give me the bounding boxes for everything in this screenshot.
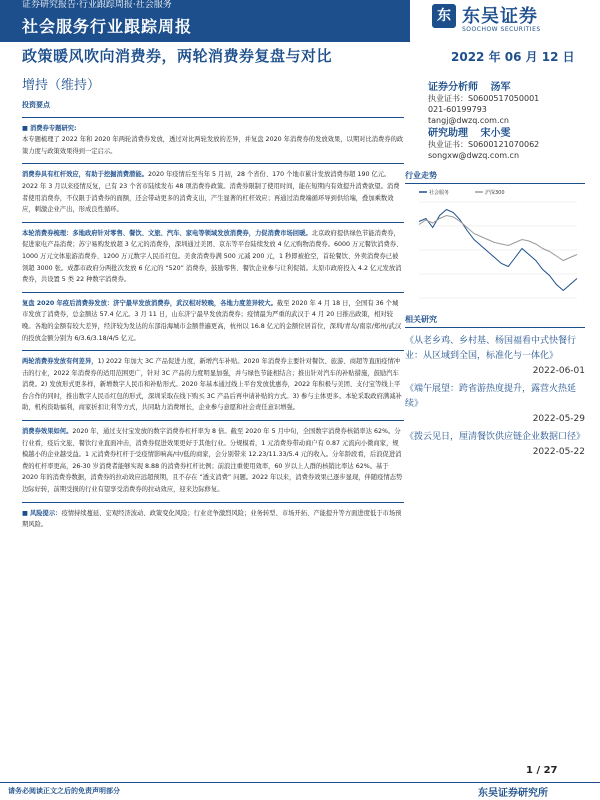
- analyst-role: 证券分析师: [428, 82, 478, 93]
- related-date: 2022-05-22: [532, 447, 585, 457]
- header-bar: [0, 0, 600, 42]
- section-7: [22, 508, 404, 531]
- analyst-phone: 021-60199793: [428, 105, 487, 114]
- trend-chart: [405, 186, 585, 306]
- section-body: 截至 2020 年 4 月 18 日，全国有 36 个城市发放了消费券，总金额达 57.4 亿元。3 月 11 日，山东济宁最早发放消费券；疫情最为严重的武汉于 4 月 20 日推出政策，相对较晚。各地的金额有较大差异，经济较为发达的东部沿海城市金额普遍更高，杭州以 16.8 亿元的金额位居首位，深圳/青岛/南京/郑州/武汉的投放金额分别为 6/3.6/3.18/4/5 亿元。: [22, 299, 402, 342]
- assistant-email[interactable]: songxw@dwzq.com.cn: [428, 151, 520, 160]
- divider: [22, 163, 404, 164]
- related-item[interactable]: [405, 430, 585, 457]
- page-number: 1 / 27: [526, 765, 558, 776]
- section-body: 北京政府提供绿色节能消费券，促进家电产品消费；苏宁易购发放超 3 亿元的消费券，深圳通过美团、京东等平台陆续发放 4 亿元购物消费券。6000 万元餐饮消费券、1000 万元文体旅游消费券、1200 万元数字人民币红包。美食消费券满 500 元减 200 元，1 秒即被抢空，首轮餐饮、外卖消费券已被领超 3000 张。成都市政府分两批次发放 6 亿元的 “520” 消费券，鼓励零售、餐饮企业参与让利促销。太原市政府投入 4.2 亿元发放消费券，共设置 5 类 22 种数字消费券。: [22, 229, 403, 284]
- section-5: [22, 356, 404, 414]
- divider: [22, 350, 404, 351]
- divider: [22, 502, 404, 503]
- related-title[interactable]: 《拨云见日，厘清餐饮供应链企业数据口径》: [405, 432, 586, 442]
- related-date: 2022-05-29: [532, 414, 585, 424]
- section-6: [22, 426, 404, 496]
- series-title: 社会服务行业跟踪周报: [0, 11, 410, 42]
- divider: [22, 117, 404, 118]
- section-4: [22, 298, 404, 344]
- brand-logo: [432, 2, 592, 38]
- disclaimer: 请务必阅读正文之后的免责声明部分: [8, 787, 120, 795]
- divider: [22, 292, 404, 293]
- section-body: 2020 年疫情后至当年 5 月初，28 个省份、170 个地市累计发放消费券超 190 亿元。2022 年 3 月以来疫情反复，已有 23 个省市陆续发布 48 项消费券政策。消费券限制了使用时间，能在短期内有效提升消费欲望。消费者使用消费券，不仅限于消费券的面额，还会带动更多的消费支出，产生显著的杠杆效应；再通过消费端循环导到供给端，叠加乘数效应，刺激企业产出，形成良性循环。: [22, 171, 400, 214]
- invest-points-heading: 投资要点: [22, 101, 50, 109]
- report-date: 2022 年 06 月 12 日: [451, 50, 575, 64]
- related-item[interactable]: [405, 382, 585, 424]
- analyst-name: 汤军: [490, 82, 511, 93]
- section-head: 复盘 2020 年疫后消费券发放：济宁最早发放消费券，武汉相对较晚，各地力度差异较大。: [22, 299, 277, 307]
- sidebar: [405, 170, 585, 457]
- section-head: 两轮消费券发放有何差异，: [22, 358, 98, 366]
- rating: 增持（维持）: [22, 78, 101, 93]
- section-body: 1) 2022 年加大 3C 产品促进力度，新增汽车补贴。2020 年消费券主要针对餐饮、旅游、商超等直面疫情冲击的行业，2022 年消费券的适用范围更广，针对 3C 产品的力度明显加强，并与绿色节能相结合；推出针对汽车的补贴措施，鼓励汽车消费。2) 发放形式更多样，新增数字人民币和补贴形式。2020 年基本通过线上平台发放优惠券，2022 年积极与美团、支付宝等线上平台合作的同时，推出数字人民币红包的形式，深圳采取在线下购买 3C 产品后再申请补贴的方式。3) 参与主体更多。本轮采取政府满减补助，机构资助福利，商家折扣让利等方式，共同助力消费增长，企业参与意愿和社会责任意识增强。: [22, 358, 402, 412]
- section-head: 消费券效果如何。: [22, 428, 73, 436]
- divider: [22, 420, 404, 421]
- section-body: 本专题梳理了 2022 年和 2020 年两轮消费券发放，透过对比两轮发放的差异，并复盘 2020 年消费券的发放效果，以期对比消费券的政策力度与政策效果得到一定启示。: [22, 136, 404, 155]
- legend-label-index: 沪深300: [485, 190, 505, 196]
- assistant-name: 宋小雯: [480, 128, 511, 139]
- logo-mark-icon: 东: [432, 4, 456, 28]
- section-body: 疫情持续蔓延、宏观经济波动、政策变化风险；行业竞争激烈风险；业务转型、市场开拓、产能提升等方面进度低于市场预期风险。: [22, 509, 402, 529]
- footer-divider: [0, 782, 600, 783]
- report-title: 政策暖风吹向消费券，两轮消费券复盘与对比: [22, 47, 333, 65]
- related-title[interactable]: 《端午展望：跨省游热度提升，露营火热延续》: [405, 384, 577, 409]
- assistant-license: 执业证书：S0600121070062: [428, 140, 540, 149]
- section-head: 消费券具有杠杆效应，有助于挖掘消费潜能。: [22, 171, 148, 179]
- section-head: 风险提示：: [29, 509, 62, 517]
- footer-brand: 东吴证券研究所: [478, 788, 548, 799]
- section-1: [22, 123, 404, 158]
- logo-subtext: SOOCHOW SECURITIES: [462, 26, 541, 33]
- section-head: 消费券专题研究:: [29, 124, 77, 132]
- section-body: 2020 年，通过支付宝发放的数字消费券杠杆率为 8 倍。截至 2020 年 5 月中旬，全国数字消费券核销率达 62%。分行业看，疫后文旅、餐饮行业直面冲击，消费券促进效果更好于其他行业。分规模看，1 元消费券带动商户有 0.87 元流向小微商家，规模越小的企业越受益。1 元消费券杠杆于受疫情影响高/中/低的商家，会分别带来 12.23/11.33/5.4 元的收入。分年龄段看，后浪促进消费的杠杆率更高，26-30 岁消费者能够实现 8.88 的消费券杠杆比例；前浪注重使用效率，60 岁以上人群的核销比率达 62%。基于 2020 年的消费券数据，消费券的拉动效应远超预期，且不存在 “透支消费” 问题。2022 年以来，消费券效果已逐步显现，伴随疫情态势边际好转，前期受损的行业有望享受消费券的拉动效应，迎来边际修复。: [22, 428, 403, 494]
- related-title[interactable]: 《从老乡鸡、乡村基、杨国福看中式快餐行业：从区域到全国，标准化与一体化》: [405, 336, 577, 361]
- section-2: [22, 169, 404, 215]
- main-content: [22, 100, 404, 537]
- bullet-icon: ■: [22, 509, 30, 517]
- section-head: 本轮消费券梳理：多地政府针对零售、餐饮、文旅、汽车、家电等领域发放消费券，力促消费市场回暖。: [22, 229, 312, 237]
- logo-text: 东吴证券: [462, 6, 538, 27]
- divider: [22, 222, 404, 223]
- report-category: 证券研究报告·行业跟踪周报·社会服务: [0, 0, 410, 11]
- related-item[interactable]: [405, 334, 585, 376]
- assistant-role: 研究助理: [428, 128, 468, 139]
- related-date: 2022-06-01: [532, 366, 585, 376]
- analyst-email[interactable]: tangj@dwzq.com.cn: [428, 116, 509, 125]
- bullet-icon: ■: [22, 124, 30, 132]
- section-3: [22, 228, 404, 286]
- legend-label-sector: 社会服务: [429, 190, 450, 196]
- analyst-license: 执业证书：S0600517050001: [428, 94, 540, 103]
- trend-heading: 行业走势: [405, 170, 585, 184]
- analyst-block: [428, 82, 588, 161]
- related-heading: 相关研究: [405, 314, 585, 328]
